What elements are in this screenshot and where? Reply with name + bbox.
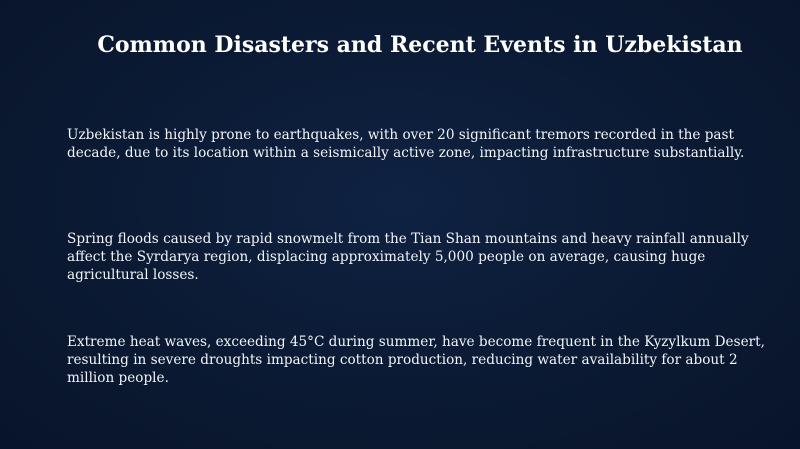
heatwave-paragraph: Extreme heat waves, exceeding 45°C during summer, have become frequent in the Kyzylkum Desert, resulting in severe droughts impacting cotton production, reducing water availability for about 2 million people.: [67, 334, 765, 386]
earthquake-paragraph: Uzbekistan is highly prone to earthquakes, with over 20 significant tremors recorded in the past decade, due to its location within a seismically active zone, impacting infrastructure substantially.: [67, 127, 745, 161]
slide-title: Common Disasters and Recent Events in Uzbekistan: [97, 32, 743, 58]
flood-paragraph: Spring floods caused by rapid snowmelt from the Tian Shan mountains and heavy rainfall annually affect the Syrdarya region, displacing approximately 5,000 people on average, causing huge agricultural losses.: [67, 231, 749, 283]
